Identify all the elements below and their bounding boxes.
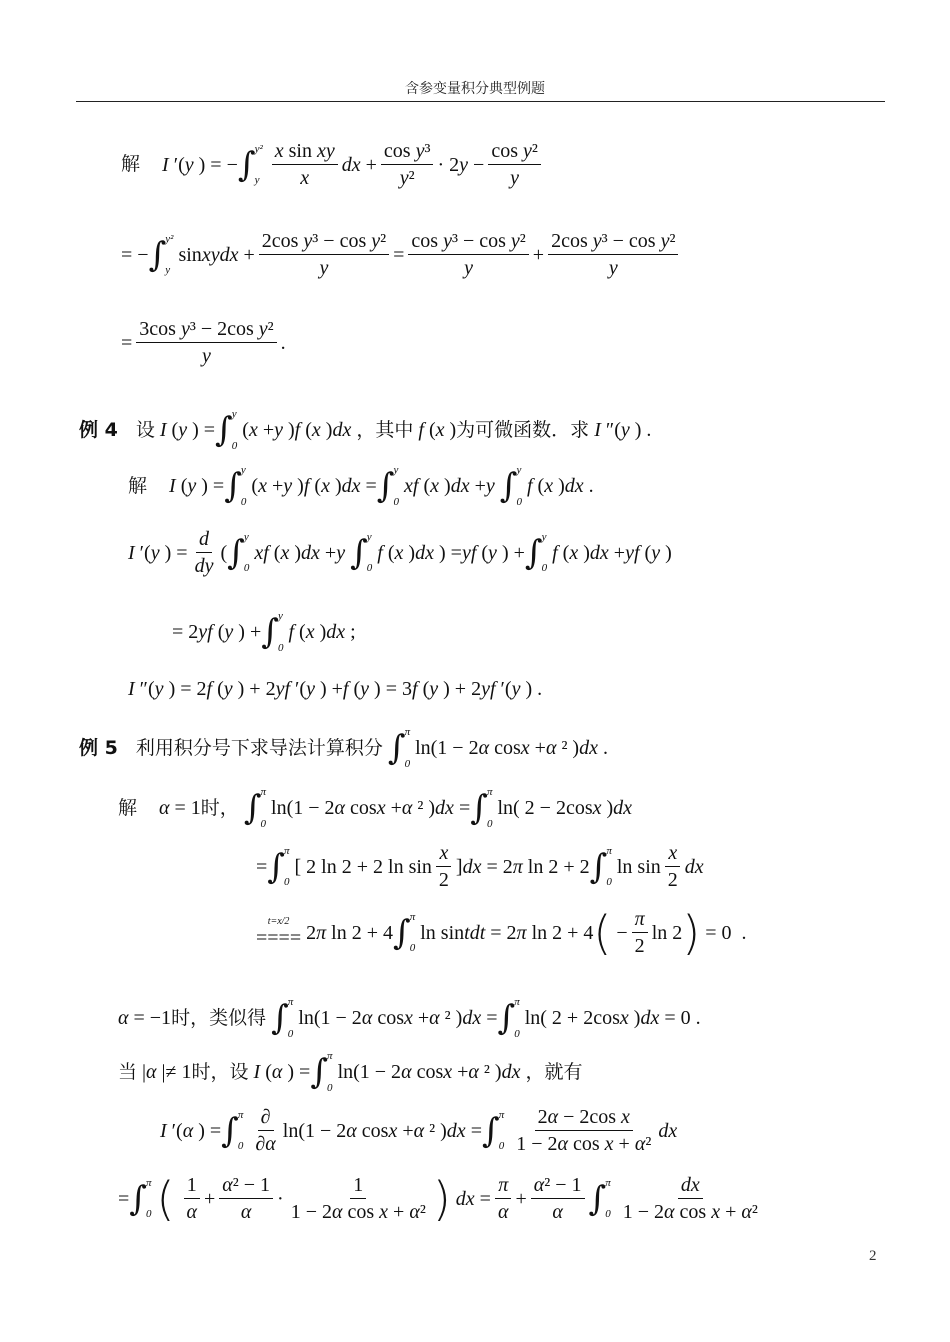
solution-3-line-2: = − ∫ y² y sin xydx + $\frac{\text{2cos y³ − cos y²}}{y}$ = $\frac{\text{cos y³ − cos y²}}{y}$ + $\frac{\text{2cos y³ − cos y²}}{y}$ [121,230,682,279]
solution-label: 解 [118,796,138,819]
solution-5-line-1: 解 α = 1 时， ∫ π 0 ln(1 − 2 α cos x + α ² ) dx = ∫ π 0 ln( 2 − 2cos x ) dx [118,786,633,830]
page-header-title: 含参变量积分典型例题 [405,81,545,97]
solution-label: 解 [121,153,141,176]
solution-5-line-4: α = −1 时，类似得 ∫ π 0 ln(1 − 2 α cos x + α ² ) dx = ∫ π 0 ln( 2 + 2cos x ) dx = 0 . [118,996,701,1040]
solution-5-line-3: t=x/2 ==== 2 π ln 2 + 4 ∫ π 0 ln sin tdt = 2 π ln 2 + 4 ( − $\frac{\pi}{2}$ ln 2 ) = 0 . [256,905,747,960]
solution-4-line-2: I ′( y ) = $\frac{d}{dy}$ ( ∫ y 0 xf ( x ) dx + y ∫ y 0 f ( x ) dx ) = yf ( y ) + ∫ y 0 f ( x ) dx + yf ( y ) [128,528,672,577]
page-number: 2 [869,1248,877,1264]
solution-5-line-7: = ∫ π 0 ( $\frac{1}{\alpha}$ + $\frac{\text{α² − 1}}{\alpha}$ · $\frac{1}{\text{1 − 2α cos x + α²}}$ ) dx = $\frac{\pi}{\alpha}$ + $\frac{\text{α² − 1}}{\alpha}$ ∫ π 0 $\frac{dx}{\text{1 − 2α cos x + α²}}$ [118,1171,758,1226]
example-5-label: 例 5 [79,736,118,759]
example-5-statement: 例 5 利用积分号下求导法计算积分 ∫ π 0 ln(1 − 2 α cos x + α ² ) dx . [79,726,608,770]
example-4-statement: 例 4 设 I ( y ) = ∫ y 0 ( x + y ) f ( x ) dx ，其中 f ( x ) 为可微函数．求 I ″( y ) . [79,408,652,452]
example-4-label: 例 4 [79,418,118,441]
solution-3-line-1: 解 I ′( y ) = − ∫ y² y $\frac{\text{x sin xy}}{x}$ dx + $\frac{\text{cos y³}}{\text{y²}}$ · 2 y − $\frac{\text{cos y²}}{y}$ [121,140,545,189]
substitution-note: t=x/2 [267,916,290,927]
solution-5-line-2: = ∫ π 0 [ 2 ln 2 + 2 ln sin $\frac{x}{2}$ ] dx = 2 π ln 2 + 2 ∫ π 0 ln sin $\frac{x}{2}$ dx [256,842,704,891]
solution-4-line-3: = 2 yf ( y ) + ∫ y 0 f ( x ) dx ; [172,610,356,654]
solution-3-line-3: = $\frac{\text{3cos y³ − 2cos y²}}{y}$ . [121,318,286,367]
solution-4-line-1: 解 I ( y ) = ∫ y 0 ( x + y ) f ( x ) dx = ∫ y 0 xf ( x ) dx + y ∫ y 0 f ( x ) dx . [128,464,594,508]
solution-label: 解 [128,474,148,497]
solution-5-line-5: 当 | α |≠ 1 时，设 I ( α ) = ∫ π 0 ln(1 − 2 α cos x + α ² ) dx ，就有 [118,1050,583,1094]
solution-5-line-6: I ′( α ) = ∫ π 0 $\frac{\partial}{\partial\alpha}$ ln(1 − 2 α cos x + α ² ) dx = ∫ π 0 $\frac{\text{2α − 2cos x}}{\text{1 − 2α cos x + α²}}$ dx [160,1106,678,1155]
header-rule [76,101,885,102]
solution-4-line-4: I ″( y ) = 2 f ( y ) + 2 yf ′( y ) + f ( y ) = 3 f ( y ) + 2 yf ′( y ) . [128,678,543,700]
